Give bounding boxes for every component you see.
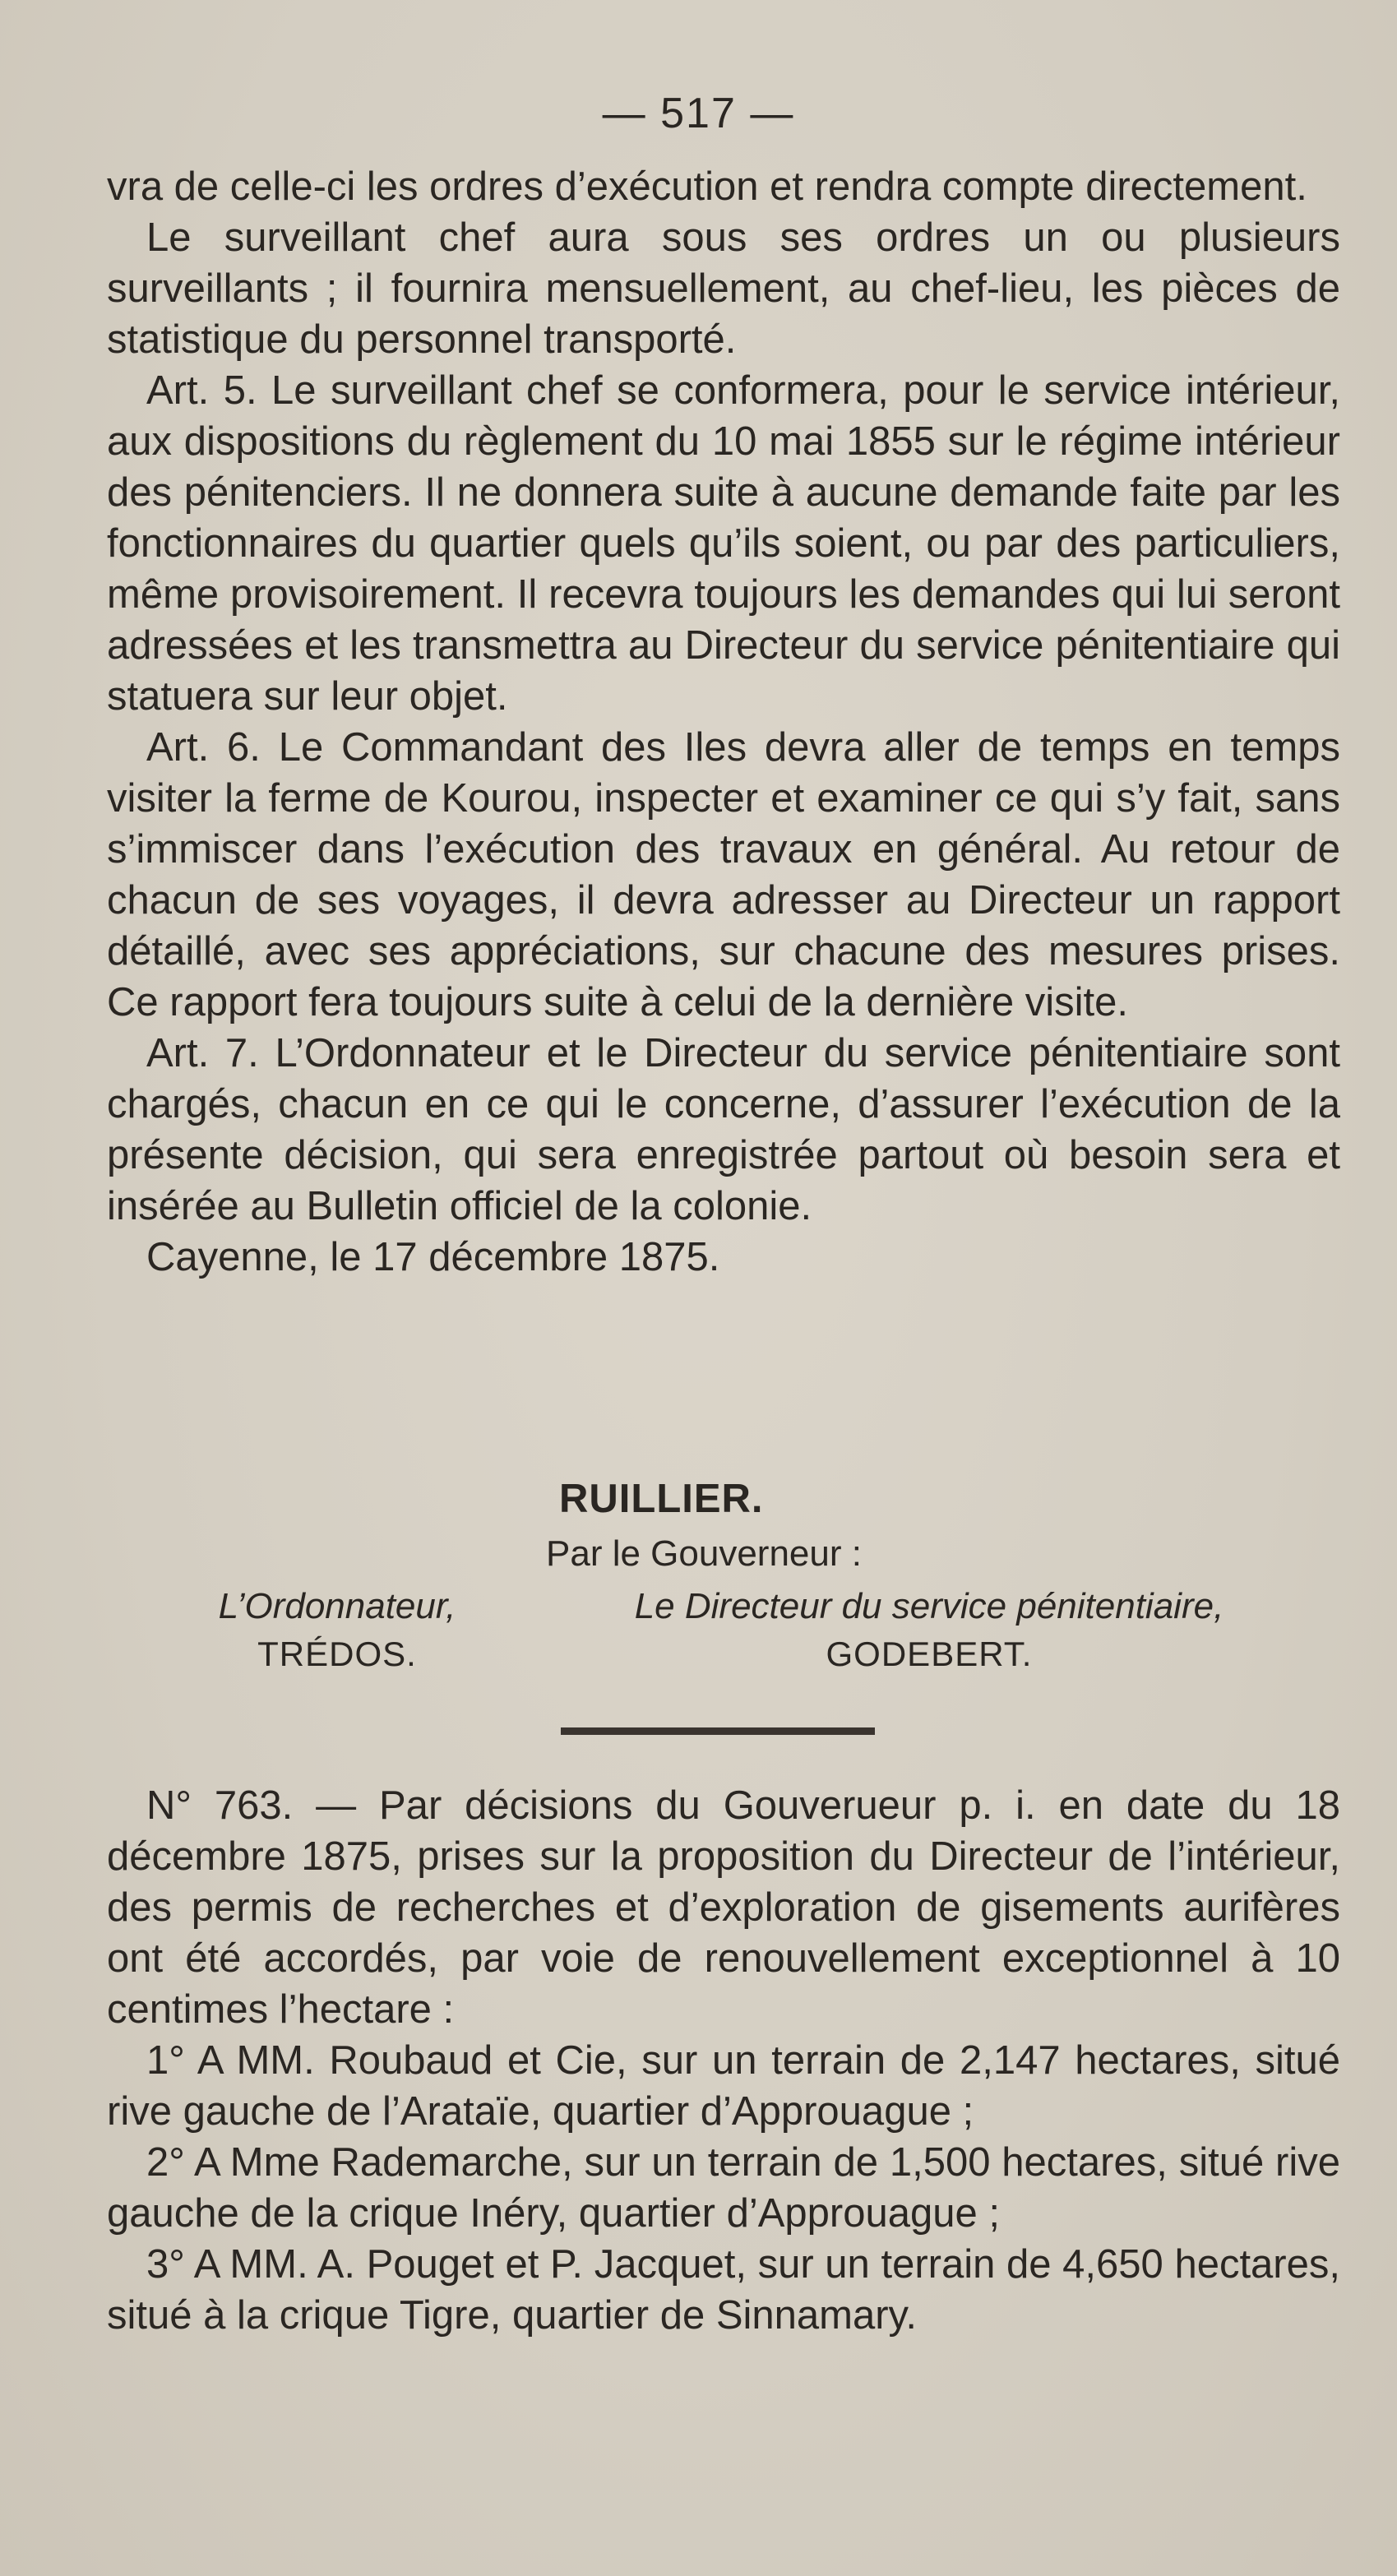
paragraph-article-7: Art. 7. L’Ordonnateur et le Directeur du service pénitentiaire sont chargés, chacun en ce qui le concerne, d’assurer l’exécution de la présente décision, qui sera enregistrée partout où besoin sera et insérée au Bulletin officiel de la colonie.: [107, 1031, 1340, 1228]
section-divider: [561, 1727, 875, 1735]
right-role: Le Directeur du service pénitentiaire,: [634, 1586, 1224, 1626]
list-item: 1° A MM. Roubaud et Cie, sur un terrain de 2,147 hectares, situé rive gauche de l’Arataïe, quartier d’Approuague ;: [107, 2038, 1340, 2134]
decision-body: [107, 161, 1340, 1283]
paragraph: Le surveillant chef aura sous ses ordres un ou plusieurs surveillants ; il fournira mensuellement, au chef-lieu, les pièces de statistique du personnel transporté.: [107, 215, 1340, 362]
signatory-par-le-gouverneur: Par le Gouverneur :: [546, 1533, 862, 1574]
decision-763: [107, 1780, 1340, 2341]
date-line: Cayenne, le 17 décembre 1875.: [146, 1235, 720, 1279]
list-item: 2° A Mme Rademarche, sur un terrain de 1,500 hectares, situé rive gauche de la crique Inéry, quartier d’Approuague ;: [107, 2140, 1340, 2236]
signatory-name: RUILLIER.: [559, 1477, 764, 1521]
paragraph-article-6: Art. 6. Le Commandant des Iles devra aller de temps en temps visiter la ferme de Kourou, inspecter et examiner ce qui s’y fait, sans s’immiscer dans l’exécution des travaux en général. Au retour de chacun de ses voyages, il devra adresser au Directeur un rapport détaillé, avec ses appréciations, sur chacune des mesures prises. Ce rapport fera toujours suite à celui de la dernière visite.: [107, 725, 1340, 1024]
countersignature-left: [189, 1583, 485, 1678]
left-role: L’Ordonnateur,: [218, 1586, 456, 1626]
paragraph-article-5: Art. 5. Le surveillant chef se conformera, pour le service intérieur, aux dispositions du règlement du 10 mai 1855 sur le régime intérieur des pénitenciers. Il ne donnera suite à aucune demande faite par les fonctionnaires du quartier quels qu’ils soient, ou par des particuliers, même provisoirement. Il recevra toujours les demandes qui lui seront adressées et les transmettra au Directeur du service pénitentiaire qui statuera sur leur objet.: [107, 368, 1340, 719]
page-number: — 517 —: [602, 90, 795, 137]
list-item: 3° A MM. A. Pouget et P. Jacquet, sur un terrain de 4,650 hectares, situé à la crique Tigre, quartier de Sinnamary.: [107, 2242, 1340, 2338]
left-name: TRÉDOS.: [257, 1635, 417, 1673]
paragraph: vra de celle-ci les ordres d’exécution et rendra compte directement.: [107, 164, 1307, 209]
right-name: GODEBERT.: [826, 1635, 1033, 1673]
countersignature-right: [600, 1583, 1258, 1678]
paragraph: N° 763. — Par décisions du Gouverueur p. i. en date du 18 décembre 1875, prises sur la proposition du Directeur de l’intérieur, des permis de recherches et d’exploration de gisements aurifères ont été accordés, par voie de renouvellement exceptionnel à 10 centimes l’hectare :: [107, 1783, 1340, 2032]
